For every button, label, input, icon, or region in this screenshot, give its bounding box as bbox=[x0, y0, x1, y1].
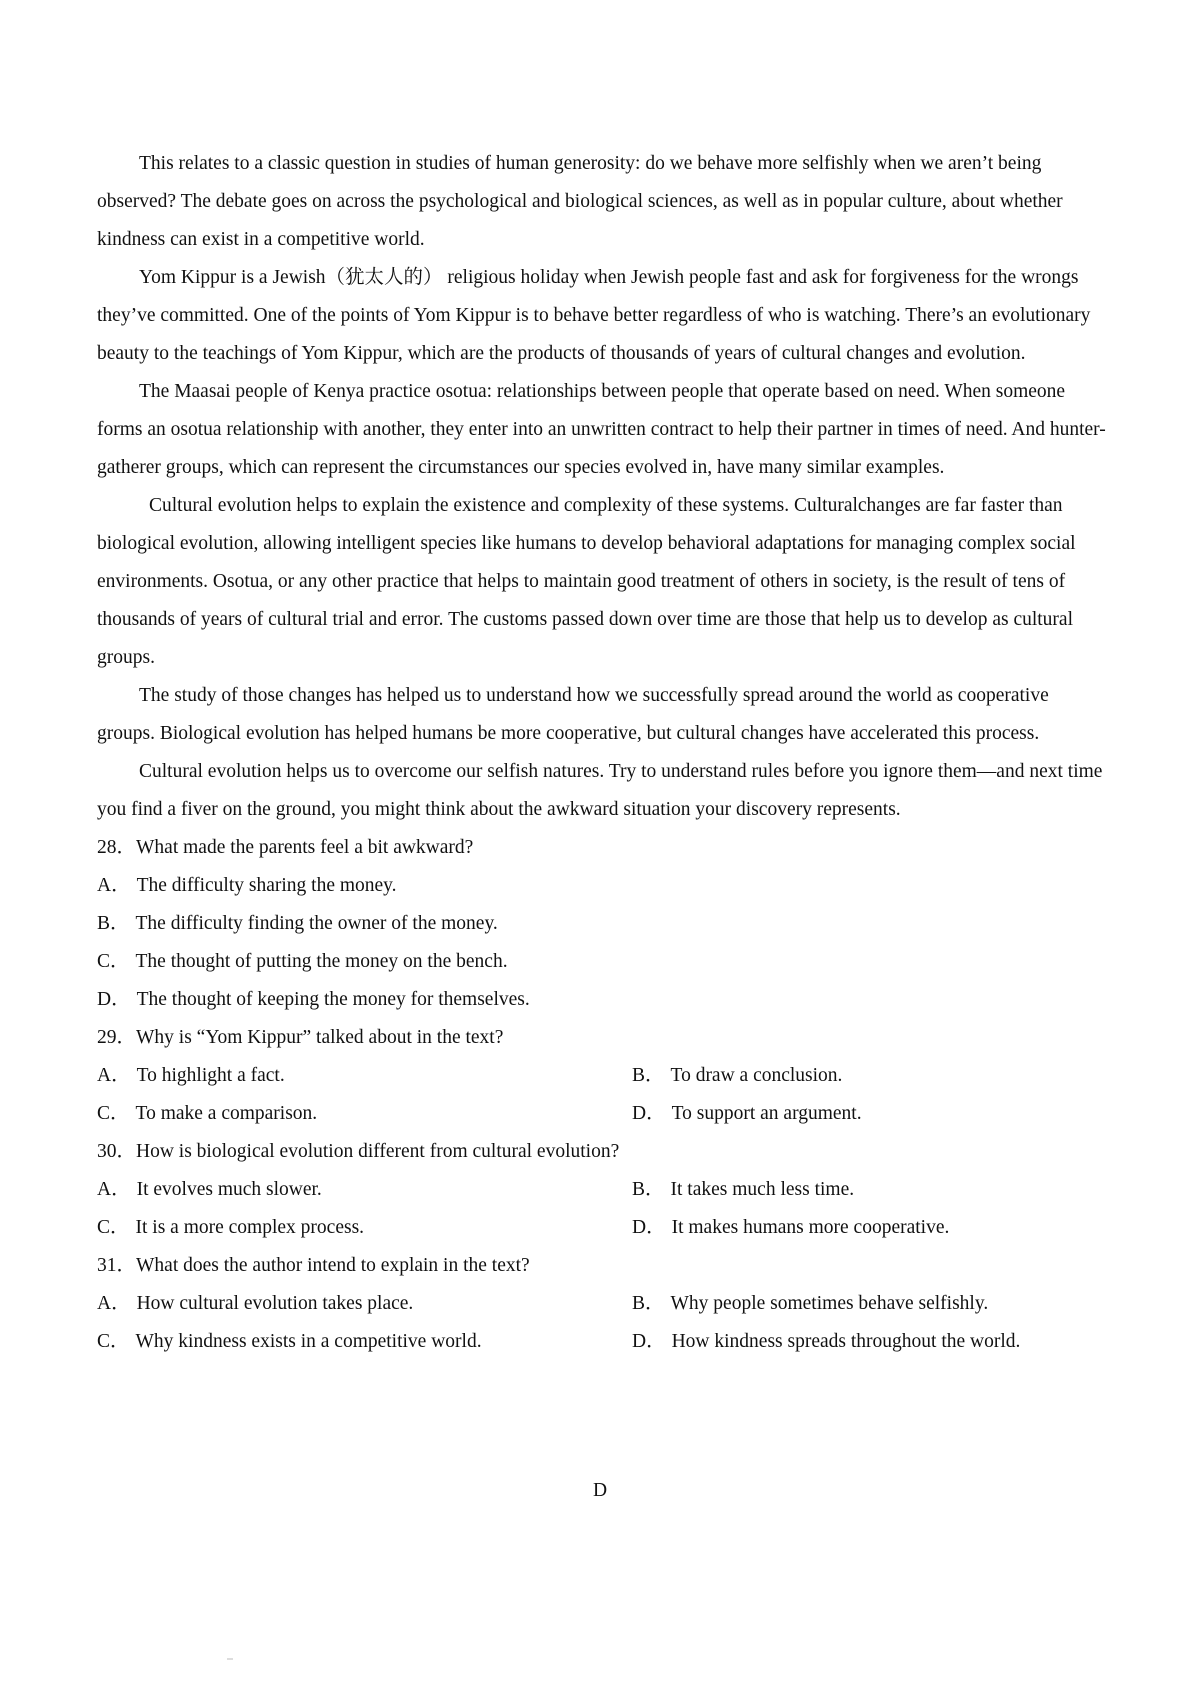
option-letter: B． bbox=[632, 1293, 665, 1314]
option-d[interactable] bbox=[632, 1209, 1109, 1247]
option-row bbox=[97, 1095, 1109, 1133]
option-text: Why people sometimes behave selfishly. bbox=[670, 1293, 989, 1314]
option-d[interactable] bbox=[97, 981, 1109, 1019]
option-letter: A． bbox=[97, 875, 131, 896]
option-row bbox=[97, 1323, 1109, 1361]
option-b[interactable] bbox=[632, 1057, 1109, 1095]
passage-paragraph: Cultural evolution helps to explain the existence and complexity of these systems. Culturalchanges are far faster than biological evolution, allowing intelligent species like humans to develop behavioral adaptations for managing complex social environments. Osotua, or any other practice that helps to maintain good treatment of others in society, is the result of tens of thousands of years of cultural trial and error. The customs passed down over time are those that help us to develop as cultural groups. bbox=[97, 495, 1076, 668]
option-b[interactable] bbox=[632, 1171, 1109, 1209]
option-letter: C． bbox=[97, 1331, 130, 1352]
option-text: To support an argument. bbox=[671, 1103, 862, 1124]
option-letter: A． bbox=[97, 1065, 131, 1086]
question-number: 29． bbox=[97, 1027, 137, 1048]
passage-paragraph: Yom Kippur is a Jewish（犹太人的） religious holiday when Jewish people fast and ask for forgiveness for the wrongs they’ve committed. One of the points of Yom Kippur is to behave better regardless of who is watching. There’s an evolutionary beauty to the teachings of Yom Kippur, which are the products of thousands of years of cultural changes and evolution. bbox=[97, 267, 1091, 364]
question-28 bbox=[97, 829, 1109, 1019]
option-text: To highlight a fact. bbox=[136, 1065, 285, 1086]
option-c[interactable] bbox=[97, 1323, 632, 1361]
option-text: To make a comparison. bbox=[135, 1103, 318, 1124]
option-letter: B． bbox=[632, 1179, 665, 1200]
question-stem bbox=[97, 1019, 1109, 1057]
option-text: It evolves much slower. bbox=[136, 1179, 322, 1200]
question-text: Why is “Yom Kippur” talked about in the text? bbox=[136, 1027, 504, 1048]
question-text: What does the author intend to explain in the text? bbox=[136, 1255, 530, 1276]
option-letter: D． bbox=[632, 1331, 666, 1352]
option-a[interactable] bbox=[97, 1057, 632, 1095]
option-letter: B． bbox=[632, 1065, 665, 1086]
option-letter: C． bbox=[97, 1217, 130, 1238]
option-text: The thought of putting the money on the bench. bbox=[135, 951, 508, 972]
option-letter: D． bbox=[632, 1103, 666, 1124]
option-text: To draw a conclusion. bbox=[670, 1065, 843, 1086]
option-letter: D． bbox=[632, 1217, 666, 1238]
option-c[interactable] bbox=[97, 1209, 632, 1247]
option-c[interactable] bbox=[97, 1095, 632, 1133]
option-d[interactable] bbox=[632, 1323, 1109, 1361]
passage-paragraph: The Maasai people of Kenya practice osotua: relationships between people that operate based on need. When someone forms an osotua relationship with another, they enter into an unwritten contract to help their partner in times of need. And hunter-gatherer groups, which can represent the circumstances our species evolved in, have many similar examples. bbox=[97, 381, 1106, 478]
option-row bbox=[97, 1209, 1109, 1247]
option-letter: A． bbox=[97, 1293, 131, 1314]
option-a[interactable] bbox=[97, 1171, 632, 1209]
option-a[interactable] bbox=[97, 1285, 632, 1323]
question-stem bbox=[97, 1133, 1109, 1171]
passage-paragraph: This relates to a classic question in studies of human generosity: do we behave more selfishly when we aren’t being observed? The debate goes on across the psychological and biological sciences, as well as in popular culture, about whether kindness can exist in a competitive world. bbox=[97, 153, 1063, 250]
question-number: 31． bbox=[97, 1255, 137, 1276]
option-text: How kindness spreads throughout the world. bbox=[671, 1331, 1021, 1352]
option-text: How cultural evolution takes place. bbox=[136, 1293, 414, 1314]
option-d[interactable] bbox=[632, 1095, 1109, 1133]
passage-paragraph: Cultural evolution helps us to overcome our selfish natures. Try to understand rules before you ignore them—and next time you find a fiver on the ground, you might think about the awkward situation your discovery represents. bbox=[97, 761, 1103, 820]
next-section-heading: D bbox=[592, 1480, 608, 1501]
question-30 bbox=[97, 1133, 1109, 1247]
reading-content bbox=[97, 145, 1109, 1361]
option-b[interactable] bbox=[632, 1285, 1109, 1323]
question-text: What made the parents feel a bit awkward? bbox=[136, 837, 474, 858]
question-stem bbox=[97, 1247, 1109, 1285]
option-text: Why kindness exists in a competitive world. bbox=[135, 1331, 482, 1352]
option-row bbox=[97, 1057, 1109, 1095]
option-text: It makes humans more cooperative. bbox=[671, 1217, 950, 1238]
option-text: The difficulty finding the owner of the money. bbox=[135, 913, 498, 934]
option-letter: B． bbox=[97, 913, 130, 934]
question-31 bbox=[97, 1247, 1109, 1361]
option-letter: D． bbox=[97, 989, 131, 1010]
scan-mark bbox=[227, 1658, 233, 1660]
option-c[interactable] bbox=[97, 943, 1109, 981]
question-number: 30． bbox=[97, 1141, 137, 1162]
option-b[interactable] bbox=[97, 905, 1109, 943]
option-letter: C． bbox=[97, 1103, 130, 1124]
question-number: 28． bbox=[97, 837, 137, 858]
question-29 bbox=[97, 1019, 1109, 1133]
option-row bbox=[97, 1171, 1109, 1209]
question-text: How is biological evolution different from cultural evolution? bbox=[136, 1141, 620, 1162]
option-text: The thought of keeping the money for themselves. bbox=[136, 989, 530, 1010]
option-text: It takes much less time. bbox=[670, 1179, 855, 1200]
option-letter: A． bbox=[97, 1179, 131, 1200]
option-a[interactable] bbox=[97, 867, 1109, 905]
question-stem bbox=[97, 829, 1109, 867]
option-row bbox=[97, 1285, 1109, 1323]
option-letter: C． bbox=[97, 951, 130, 972]
passage-paragraph: The study of those changes has helped us to understand how we successfully spread around the world as cooperative groups. Biological evolution has helped humans be more cooperative, but cultural changes have accelerated this process. bbox=[97, 685, 1049, 744]
option-text: The difficulty sharing the money. bbox=[136, 875, 397, 896]
option-text: It is a more complex process. bbox=[135, 1217, 365, 1238]
